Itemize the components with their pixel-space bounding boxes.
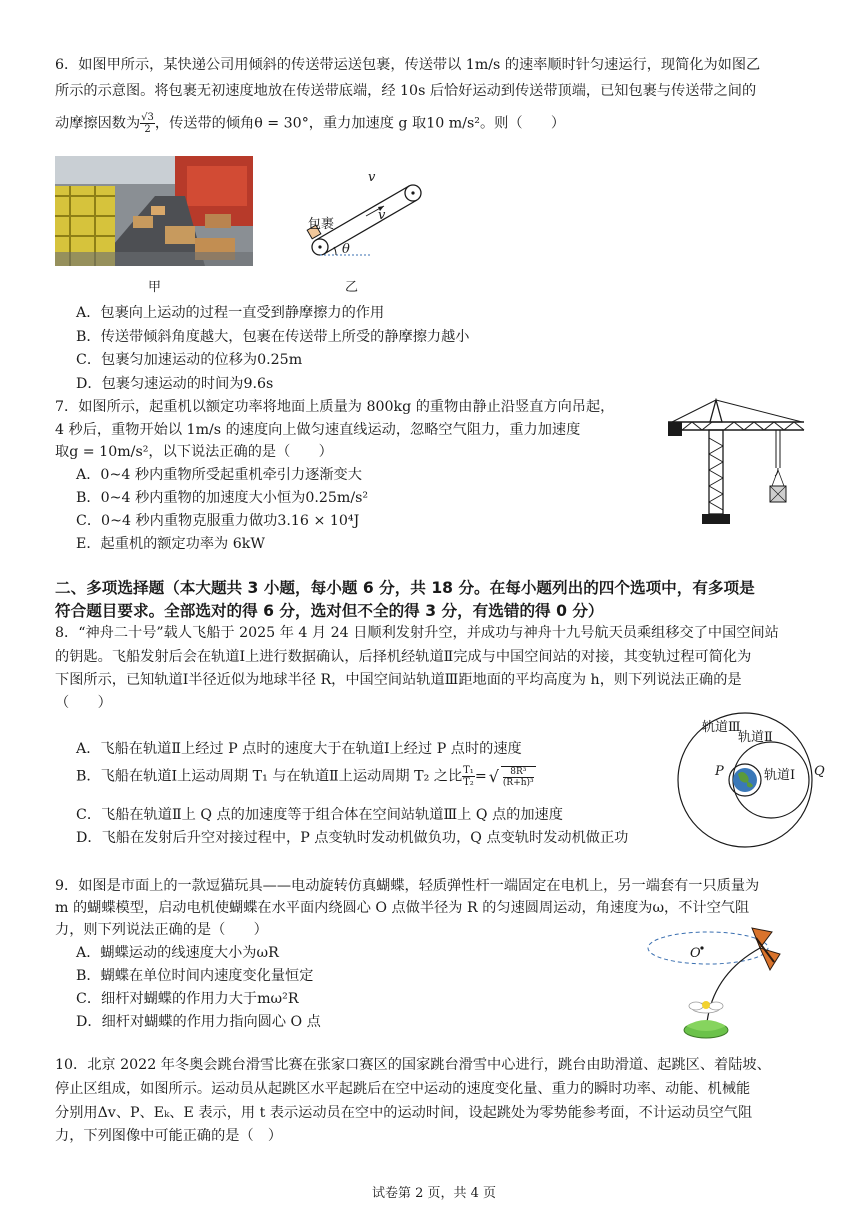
q6-stem-line3-b: ，传送带的倾角θ = 30°，重力加速度 g 取10 m/s²。则（ ） bbox=[154, 115, 566, 132]
q9-option-b: B．蝴蝶在单位时间内速度变化量恒定 bbox=[76, 968, 314, 984]
q8-stem-line1: 8．“神舟二十号”载人飞船于 2025 年 4 月 24 日顺利发射升空，并成功与神舟十九号航天员乘组移交了中国空间站 bbox=[55, 625, 779, 641]
q9-stem-line1: 9．如图是市面上的一款逗猫玩具——电动旋转仿真蝴蝶，轻质弹性杆一端固定在电机上，另一端套有一只质量为 bbox=[55, 878, 760, 894]
q8-option-b-sqrt bbox=[501, 766, 536, 788]
q8-label-p: P bbox=[715, 764, 724, 779]
q10-stem-line2: 停止区组成，如图所示。运动员从起跳区水平起跳后在空中运动的速度变化量、重力的瞬时功率、动能、机械能 bbox=[55, 1081, 751, 1097]
q8-label-orbit2: 轨道Ⅱ bbox=[738, 730, 773, 745]
q7-option-b: B．0~4 秒内重物的加速度大小恒为0.25m/s² bbox=[76, 490, 369, 506]
q8-period-ratio-den: T₂ bbox=[463, 777, 474, 788]
q6-option-d: D．包裹匀速运动的时间为9.6s bbox=[76, 376, 274, 392]
section2-heading-line2: 符合题目要求。全部选对的得 6 分，选对但不全的得 3 分，有选错的得 0 分） bbox=[55, 602, 604, 620]
q10-stem-line1: 10．北京 2022 年冬奥会跳台滑雪比赛在张家口赛区的国家跳台滑雪中心进行，跳台由助滑道、起跳区、着陆坡、 bbox=[55, 1057, 771, 1073]
q6-fig-b-label-package: 包裹 bbox=[308, 217, 335, 232]
q6-photo-warehouse bbox=[55, 156, 253, 266]
q6-mu-numerator: √3 bbox=[141, 112, 154, 123]
q8-sqrt-den: (R+h)³ bbox=[502, 777, 534, 788]
q6-option-b: B．传送带倾斜角度越大，包裹在传送带上所受的静摩擦力越小 bbox=[76, 329, 470, 345]
q8-option-b-equals: = bbox=[474, 768, 487, 785]
q8-stem-line2: 的钥匙。飞船发射后会在轨道Ⅰ上进行数据确认，后择机经轨道Ⅱ完成与中国空间站的对接，其变轨过程可简化为 bbox=[55, 649, 752, 665]
q6-fig-a-caption: 甲 bbox=[148, 280, 162, 295]
section2-heading-line1: 二、多项选择题（本大题共 3 小题，每小题 6 分，共 18 分。在每小题列出的四个选项中，有多项是 bbox=[55, 579, 755, 597]
q6-fig-b-label-v-top: v bbox=[368, 170, 376, 185]
q8-period-ratio bbox=[462, 765, 475, 788]
q8-option-d: D．飞船在发射后升空对接过程中，P 点变轨时发动机做负功，Q 点变轨时发动机做正功 bbox=[76, 830, 629, 846]
q6-mu-fraction bbox=[140, 112, 155, 135]
q6-mu-denominator: 2 bbox=[144, 124, 151, 135]
q6-stem-line3-a: 动摩擦因数为 bbox=[55, 115, 141, 132]
q8-stem-line3: 下图所示，已知轨道Ⅰ半径近似为地球半径 R，中国空间站轨道Ⅲ距地面的平均高度为 h，则下列说法正确的是 bbox=[55, 672, 742, 688]
q8-option-b: B．飞船在轨道Ⅰ上运动周期 T₁ 与在轨道Ⅱ上运动周期 T₂ 之比 $\frac{\text{T₁}}{\text{T₂}}$ = √ $\frac{\text{8R³}}{\text{(R+h)³}}$ bbox=[76, 765, 534, 788]
q6-fig-b-label-theta: θ bbox=[342, 242, 350, 257]
q6-option-a: A．包裹向上运动的过程一直受到静摩擦力的作用 bbox=[76, 305, 385, 321]
q7-option-a: A．0~4 秒内重物所受起重机牵引力逐渐变大 bbox=[76, 467, 362, 483]
q6-option-c: C．包裹匀加速运动的位移为0.25m bbox=[76, 352, 303, 368]
q7-option-c: C．0~4 秒内重物克服重力做功3.16 × 10⁴J bbox=[76, 513, 360, 529]
page-footer: 试卷第 2 页，共 4 页 bbox=[371, 1186, 497, 1201]
q7-stem-line3: 取g = 10m/s²，以下说法正确的是（ ） bbox=[55, 444, 333, 460]
q8-option-b-text: B．飞船在轨道Ⅰ上运动周期 T₁ 与在轨道Ⅱ上运动周期 T₂ 之比 bbox=[76, 768, 463, 785]
q9-label-o: O bbox=[690, 946, 701, 961]
q7-stem-line2: 4 秒后，重物开始以 1m/s 的速度向上做匀速直线运动，忽略空气阻力，重力加速度 bbox=[55, 422, 581, 438]
q6-stem-line3 bbox=[55, 112, 565, 135]
q9-stem-line2: m 的蝴蝶模型，启动电机使蝴蝶在水平面内绕圆心 O 点做半径为 R 的匀速圆周运动，角速度为ω，不计空气阻 bbox=[55, 900, 750, 916]
q6-stem-line2: 所示的示意图。将包裹无初速度地放在传送带底端，经 10s 后恰好运动到传送带顶端，已知包裹与传送带之间的 bbox=[55, 83, 757, 99]
q9-stem-line3: 力，则下列说法正确的是（ ） bbox=[55, 922, 268, 938]
q8-label-orbit3: 轨道Ⅲ bbox=[702, 720, 741, 735]
q8-stem-line4: （ ） bbox=[55, 695, 112, 711]
q8-option-a: A．飞船在轨道Ⅱ上经过 P 点时的速度大于在轨道Ⅰ上经过 P 点时的速度 bbox=[76, 741, 522, 757]
q9-option-c: C．细杆对蝴蝶的作用力大于mω²R bbox=[76, 991, 299, 1007]
q8-label-orbit1: 轨道Ⅰ bbox=[764, 768, 796, 783]
q8-sqrt-num: 8R³ bbox=[503, 767, 534, 778]
butterfly bbox=[752, 928, 780, 970]
q8-option-c: C．飞船在轨道Ⅱ上 Q 点的加速度等于组合体在空间站轨道Ⅲ上 Q 点的加速度 bbox=[76, 807, 563, 823]
q7-option-e: E．起重机的额定功率为 6kW bbox=[76, 536, 265, 552]
q6-fig-b-label-v-belt: v bbox=[378, 208, 386, 223]
q6-fig-b-caption: 乙 bbox=[345, 280, 359, 295]
q7-stem-line1: 7．如图所示，起重机以额定功率将地面上质量为 800kg 的重物由静止沿竖直方向吊起， bbox=[55, 399, 615, 415]
q9-butterfly-toy-diagram bbox=[644, 918, 788, 1044]
q7-crane-diagram bbox=[664, 398, 810, 530]
flower-base bbox=[684, 1001, 728, 1038]
q10-stem-line4: 力，下列图像中可能正确的是（ ） bbox=[55, 1128, 283, 1144]
q9-option-d: D．细杆对蝴蝶的作用力指向圆心 O 点 bbox=[76, 1014, 321, 1030]
q8-label-q: Q bbox=[814, 764, 825, 779]
q9-option-a: A．蝴蝶运动的线速度大小为ωR bbox=[76, 945, 279, 961]
q6-stem-line1: 6．如图甲所示，某快递公司用倾斜的传送带运送包裹，传送带以 1m/s 的速率顺时针匀速运行，现简化为如图乙 bbox=[55, 57, 761, 73]
q10-stem-line3: 分别用Δv、P、Eₖ、E 表示，用 t 表示运动员在空中的运动时间，设起跳处为零势能参考面，不计运动员空气阻 bbox=[55, 1105, 753, 1121]
q8-period-ratio-num: T₁ bbox=[463, 765, 474, 776]
circular-path bbox=[648, 932, 768, 964]
